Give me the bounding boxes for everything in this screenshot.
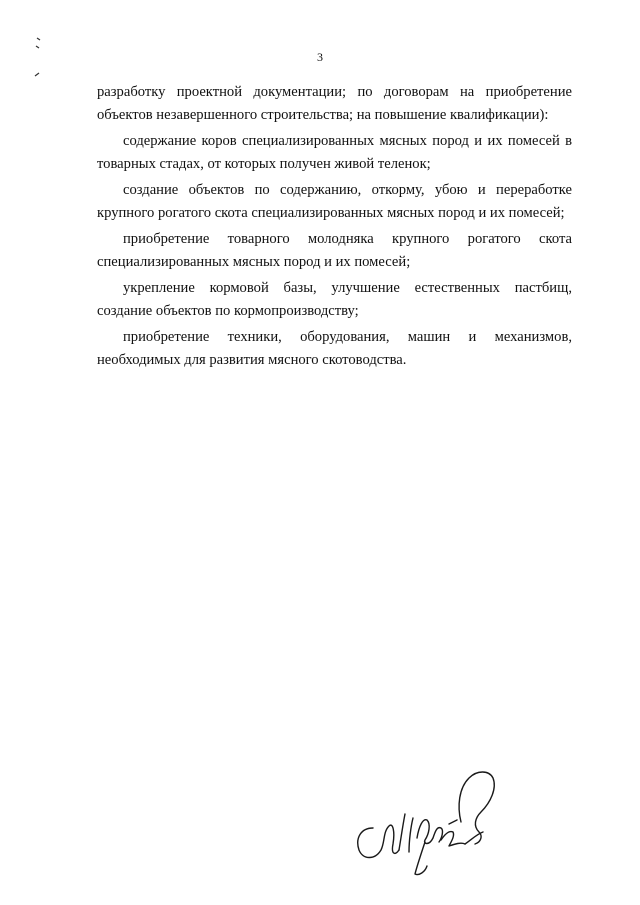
scan-artifact-marks: [34, 36, 46, 86]
paragraph-continuation: разработку проектной документации; по договорам на приобретение объектов незавершенного строительства; на повышение квалификации):: [97, 84, 572, 124]
paragraph-cows-maintenance: содержание коров специализированных мясных пород и их помесей в товарных стадах, от которых получен живой теленок;: [97, 133, 572, 173]
page-number: 3: [317, 50, 323, 64]
paragraph-young-stock-purchase: приобретение товарного молодняка крупного рогатого скота специализированных мясных пород и их помесей;: [97, 231, 572, 271]
paragraph-facilities-creation: создание объектов по содержанию, откорму, убою и переработке крупного рогатого скота специализированных мясных пород и их помесей;: [97, 182, 572, 222]
handwritten-signature: [345, 762, 505, 882]
paragraph-equipment-purchase: приобретение техники, оборудования, машин и механизмов, необходимых для развития мясного скотоводства.: [97, 329, 572, 369]
paragraph-forage-base: укрепление кормовой базы, улучшение естественных пастбищ, создание объектов по кормопроизводству;: [97, 280, 572, 320]
document-body: [97, 81, 572, 375]
